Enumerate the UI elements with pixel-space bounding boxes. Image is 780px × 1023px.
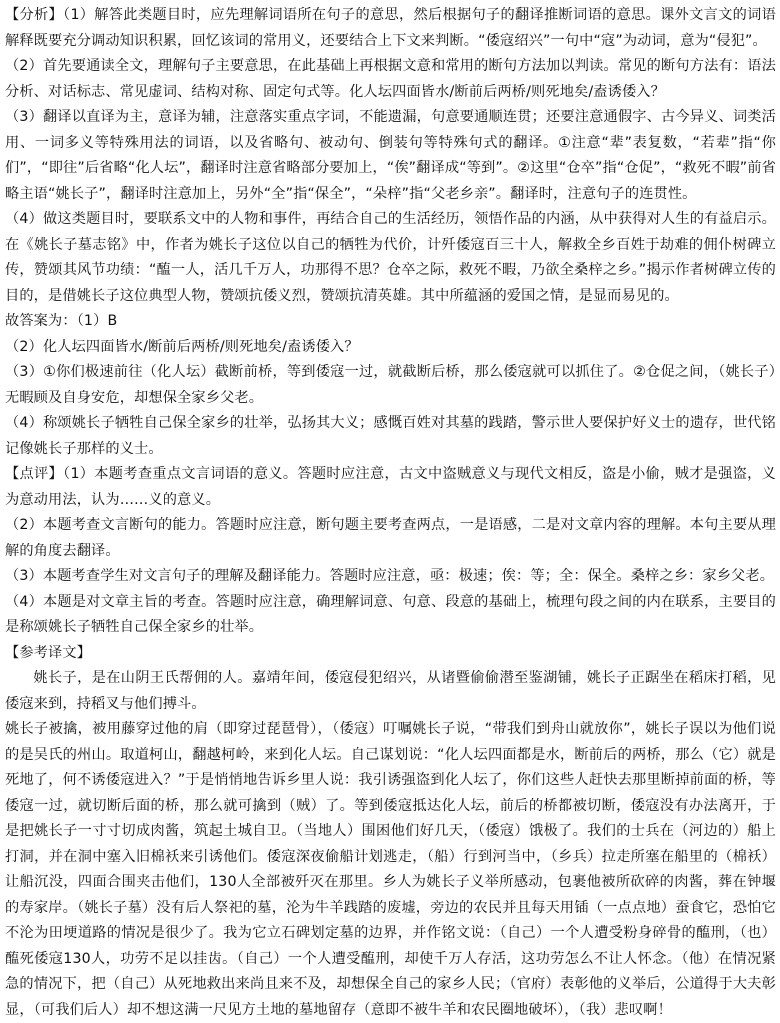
analysis-section	[5, 3, 776, 309]
analysis-paragraph-3: （3）翻译以直译为主，意译为辅，注意落实重点字词，不能遗漏，句意要通顺连贯；还要注意通假字、古今异义、词类活用、一词多义等特殊用法的词语，以及省略句、被动句、倒装句等特殊句式的翻译。①注意“辈”表复数，“若辈”指“你们”，“即往”后省略“化人坛”，翻译时注意省略部分要加上，“俟”翻译成“等到”。②这里“仓卒”指“仓促”，“救死不暇”前省略主语“姚长子”，翻译时注意加上，另外“全”指“保全”，“朵梓”指“父老乡亲”。翻译时，注意句子的连贯性。	[5, 105, 776, 207]
analysis-paragraph-2: （2）首先要通读全文，理解句子主要意思，在此基础上再根据文意和常用的断句方法加以判读。常见的断句方法有：语法分析、对话标志、常见虚词、结构对称、固定句式等。化人坛四面皆水/断前后两桥/则死地矣/盍诱倭入？	[5, 54, 776, 105]
translation-paragraph-2: 姚长子被擒，被用藤穿过他的肩（即穿过琵琶骨），（倭寇）叮嘱姚长子说，“带我们到舟山就放你”，姚长子误以为他们说的是吴氏的州山。取道柯山，翻越柯岭，来到化人坛。自己谋划说：“化人坛四面都是水，断前后的两桥，那么（它）就是死地了，何不诱倭寇进入？”于是悄悄地告诉乡里人说：我引诱强盗到化人坛了，你们这些人赶快去那里断掉前面的桥，等倭寇一过，就切断后面的桥，那么就可擒到（贼）了。等到倭寇抵达化人坛，前后的桥都被切断，倭寇没有办法离开，于是把姚长子一寸寸切成肉酱，筑起土城自卫。（当地人）围困他们好几天，（倭寇）饿极了。我们的士兵在（河边的）船上打洞，并在洞中塞入旧棉袄来引诱他们。倭寇深夜偷船计划逃走，（船）行到河当中，（乡兵）拉走所塞在船里的（棉袄）让船沉没，四面合围夹击他们，130人全部被歼灭在那里。乡人为姚长子义举所感动，包裹他被所砍碎的肉酱，葬在钟堰的寿家岸。（姚长子墓）没有后人祭祀的墓，沦为牛羊践踏的废墟，旁边的农民并且每天用锸（一点点地）蚕食它，恐怕它不沦为田埂道路的情况是很少了。我为它立石碑划定墓的边界，并作铭文说：（自己）一个人遭受粉身碎骨的醢刑，（也）醢死倭寇130人，功劳不足以挂齿。（自己）一个人遭受醢刑，却使千万人存活，这功劳怎么不让人怀念。（他）在情况紧急的情况下，把（自己）从死地救出来尚且来不及，却想保全自己的家乡人民；（官府）表彰他的义举后，公道得于大夫彰显，（可我们后人）却不想这满一尺见方土地的墓地留存（意即不被牛羊和农民圈地破坏），（我）悲叹啊！	[5, 717, 776, 1023]
answer-line-1: 故答案为：（1）B	[5, 309, 776, 335]
answer-line-3: （3）①你们极速前往（化人坛）截断前桥，等到倭寇一过，就截断后桥，那么倭寇就可以抓住了。②仓促之间，（姚长子）无暇顾及自身安危，却想保全家乡父老。	[5, 360, 776, 411]
answer-line-2: （2）化人坛四面皆水/断前后两桥/则死地矣/盍诱倭入？	[5, 335, 776, 361]
comment-paragraph-4: （4）本题是对文章主旨的考查。答题时应注意，确理解词意、句意、段意的基础上，梳理句段之间的内在联系，主要目的是称颂姚长子牺牲自己保全家乡的壮举。	[5, 590, 776, 641]
translation-paragraph-1: 姚长子，是在山阴王氏帮佣的人。嘉靖年间，倭寇侵犯绍兴，从诸暨偷偷潜至鉴湖铺，姚长子正踞坐在稻床打稻，见倭寇来到，持稻叉与他们搏斗。	[5, 666, 776, 717]
answer-section	[5, 309, 776, 462]
analysis-paragraph-4: （4）做这类题目时，要联系文中的人物和事件，再结合自己的生活经历，领悟作品的内涵，从中获得对人生的有益启示。在《姚长子墓志铭》中，作者为姚长子这位以自己的牺牲为代价，计歼倭寇百三十人，解救全乡百姓于劫难的佣仆树碑立传，赞颂其风节功绩：“醢一人，活几千万人，功那得不思？仓卒之际，救死不暇，乃欲全桑梓之乡。”揭示作者树碑立传的目的，是借姚长子这位典型人物，赞颂抗倭义烈，赞颂抗清英雄。其中所蕴涵的爱国之情，是显而易见的。	[5, 207, 776, 309]
comment-paragraph-1: 【点评】（1）本题考查重点文言词语的意义。答题时应注意，古文中盗贼意义与现代文相反，盗是小偷，贼才是强盗，义为意动用法，认为……义的意义。	[5, 462, 776, 513]
comment-section	[5, 462, 776, 641]
translation-heading: 【参考译文】	[5, 641, 776, 667]
comment-paragraph-2: （2）本题考查文言断句的能力。答题时应注意，断句题主要考查两点，一是语感，二是对文章内容的理解。本句主要从理解的角度去翻译。	[5, 513, 776, 564]
analysis-paragraph-1: 【分析】（1）解答此类题目时，应先理解词语所在句子的意思，然后根据句子的翻译推断词语的意思。课外文言文的词语解释既要充分调动知识积累，回忆该词的常用义，还要结合上下文来判断。“倭寇绍兴”一句中“寇”为动词，意为“侵犯”。	[5, 3, 776, 54]
answer-line-4: （4）称颂姚长子牺牲自己保全家乡的壮举，弘扬其大义；感慨百姓对其墓的践踏，警示世人要保护好义士的遗存，世代铭记像姚长子那样的义士。	[5, 411, 776, 462]
translation-section	[5, 641, 776, 1023]
comment-paragraph-3: （3）本题考查学生对文言句子的理解及翻译能力。答题时应注意，亟：极速；俟：等；全：保全。桑梓之乡：家乡父老。	[5, 564, 776, 590]
